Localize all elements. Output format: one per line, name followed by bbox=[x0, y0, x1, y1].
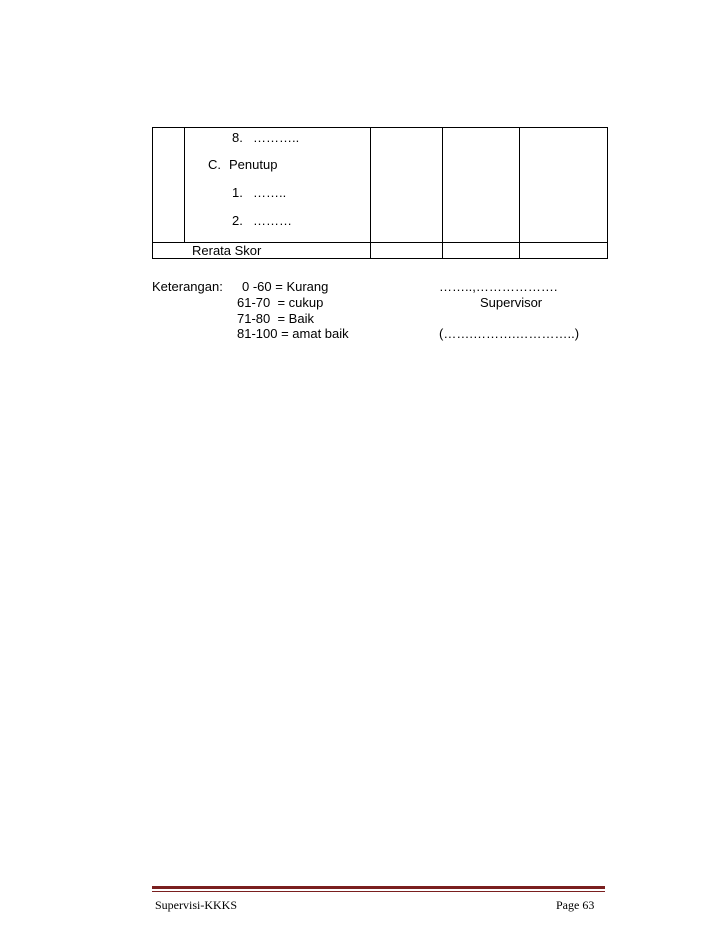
signature-place-date: ……..,………………. bbox=[439, 279, 558, 294]
footer-rule-thin bbox=[152, 891, 605, 892]
list-item-text: …….. bbox=[253, 185, 287, 200]
section-marker: C. bbox=[208, 157, 221, 172]
footer-page-number: Page 63 bbox=[556, 898, 595, 912]
keterangan-item: 71-80 = Baik bbox=[237, 311, 314, 326]
list-item-text: ……….. bbox=[253, 130, 300, 145]
table-col-border bbox=[519, 127, 520, 259]
table-col-border bbox=[370, 127, 371, 259]
keterangan-item: 81-100 = amat baik bbox=[237, 326, 349, 341]
keterangan-item: 61-70 = cukup bbox=[237, 295, 324, 310]
table-footer-label: Rerata Skor bbox=[192, 243, 262, 258]
list-item-marker: 2. bbox=[232, 213, 243, 228]
table-col-border bbox=[152, 127, 153, 259]
table-col-border bbox=[184, 127, 185, 243]
list-item-marker: 1. bbox=[232, 185, 243, 200]
footer-document-title: Supervisi-KKKS bbox=[155, 898, 238, 912]
table-top-border bbox=[152, 127, 608, 128]
keterangan-label: Keterangan: bbox=[152, 279, 223, 294]
signature-role: Supervisor bbox=[480, 295, 543, 310]
section-heading: Penutup bbox=[229, 157, 278, 172]
keterangan-item: 0 -60 = Kurang bbox=[242, 279, 329, 294]
signature-name-placeholder: (…….……….…………..) bbox=[439, 326, 580, 341]
footer-rule bbox=[152, 886, 605, 889]
list-item-text: ……… bbox=[253, 213, 292, 228]
table-col-border bbox=[607, 127, 608, 259]
list-item-marker: 8. bbox=[232, 130, 243, 145]
table-col-border bbox=[442, 127, 443, 259]
